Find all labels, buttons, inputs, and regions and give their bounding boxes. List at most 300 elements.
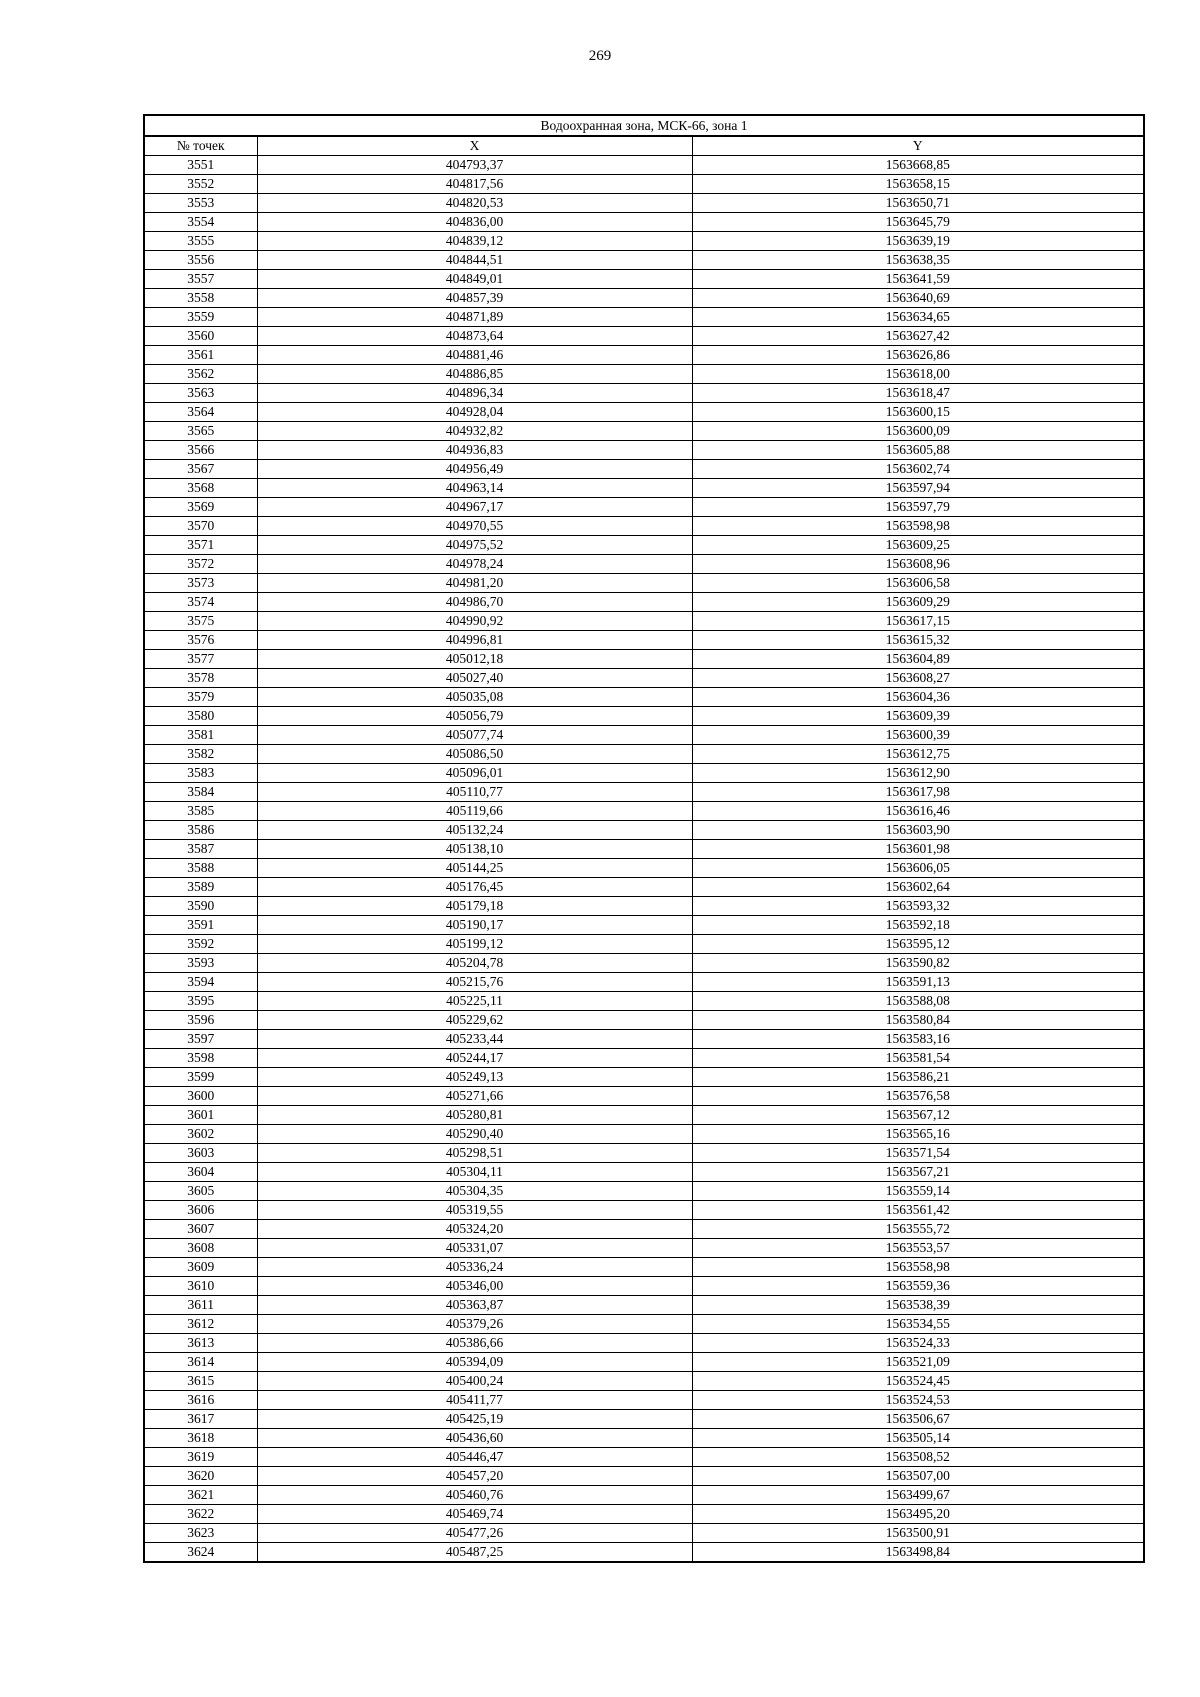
table-row	[144, 745, 1144, 764]
table-row	[144, 555, 1144, 574]
y-coordinate-cell: 1563500,91	[692, 1524, 1144, 1543]
table-row	[144, 1410, 1144, 1429]
x-coordinate-cell: 405298,51	[257, 1144, 692, 1163]
point-number-cell: 3581	[144, 726, 257, 745]
point-number-cell: 3604	[144, 1163, 257, 1182]
x-coordinate-cell: 404839,12	[257, 232, 692, 251]
y-coordinate-cell: 1563638,35	[692, 251, 1144, 270]
y-coordinate-cell: 1563595,12	[692, 935, 1144, 954]
y-coordinate-cell: 1563553,57	[692, 1239, 1144, 1258]
point-number-cell: 3561	[144, 346, 257, 365]
point-number-cell: 3592	[144, 935, 257, 954]
y-coordinate-cell: 1563586,21	[692, 1068, 1144, 1087]
y-coordinate-cell: 1563604,89	[692, 650, 1144, 669]
y-coordinate-cell: 1563617,98	[692, 783, 1144, 802]
table-row	[144, 213, 1144, 232]
table-row	[144, 422, 1144, 441]
y-coordinate-cell: 1563567,12	[692, 1106, 1144, 1125]
x-coordinate-cell: 404836,00	[257, 213, 692, 232]
y-coordinate-cell: 1563618,00	[692, 365, 1144, 384]
x-coordinate-cell: 404844,51	[257, 251, 692, 270]
table-row	[144, 1030, 1144, 1049]
x-coordinate-cell: 404817,56	[257, 175, 692, 194]
x-coordinate-cell: 405394,09	[257, 1353, 692, 1372]
y-coordinate-cell: 1563609,25	[692, 536, 1144, 555]
point-number-cell: 3568	[144, 479, 257, 498]
table-row	[144, 308, 1144, 327]
table-title: Водоохранная зона, МСК-66, зона 1	[144, 115, 1144, 136]
x-coordinate-cell: 405379,26	[257, 1315, 692, 1334]
point-number-cell: 3619	[144, 1448, 257, 1467]
point-number-cell: 3589	[144, 878, 257, 897]
x-coordinate-cell: 405144,25	[257, 859, 692, 878]
x-coordinate-cell: 405363,87	[257, 1296, 692, 1315]
x-coordinate-cell: 404996,81	[257, 631, 692, 650]
point-number-cell: 3560	[144, 327, 257, 346]
point-number-cell: 3598	[144, 1049, 257, 1068]
point-number-cell: 3562	[144, 365, 257, 384]
table-row	[144, 1068, 1144, 1087]
table-row	[144, 327, 1144, 346]
y-coordinate-cell: 1563600,15	[692, 403, 1144, 422]
x-coordinate-cell: 405487,25	[257, 1543, 692, 1563]
point-number-cell: 3618	[144, 1429, 257, 1448]
y-coordinate-cell: 1563499,67	[692, 1486, 1144, 1505]
x-coordinate-cell: 404936,83	[257, 441, 692, 460]
table-row	[144, 897, 1144, 916]
table-row	[144, 954, 1144, 973]
table-row	[144, 859, 1144, 878]
table-row	[144, 460, 1144, 479]
table-row	[144, 764, 1144, 783]
x-coordinate-cell: 405457,20	[257, 1467, 692, 1486]
y-coordinate-cell: 1563618,47	[692, 384, 1144, 403]
table-row	[144, 1182, 1144, 1201]
x-coordinate-cell: 405176,45	[257, 878, 692, 897]
table-row	[144, 1163, 1144, 1182]
point-number-cell: 3616	[144, 1391, 257, 1410]
x-coordinate-cell: 405304,35	[257, 1182, 692, 1201]
point-number-cell: 3624	[144, 1543, 257, 1563]
point-number-cell: 3556	[144, 251, 257, 270]
x-coordinate-cell: 405319,55	[257, 1201, 692, 1220]
table-row	[144, 346, 1144, 365]
x-coordinate-cell: 404928,04	[257, 403, 692, 422]
table-row	[144, 498, 1144, 517]
y-coordinate-cell: 1563592,18	[692, 916, 1144, 935]
x-coordinate-cell: 405199,12	[257, 935, 692, 954]
point-number-cell: 3563	[144, 384, 257, 403]
point-number-cell: 3608	[144, 1239, 257, 1258]
point-number-cell: 3586	[144, 821, 257, 840]
y-coordinate-cell: 1563626,86	[692, 346, 1144, 365]
table-row	[144, 1049, 1144, 1068]
point-number-cell: 3571	[144, 536, 257, 555]
x-coordinate-cell: 404896,34	[257, 384, 692, 403]
point-number-cell: 3580	[144, 707, 257, 726]
table-row	[144, 1144, 1144, 1163]
y-coordinate-cell: 1563627,42	[692, 327, 1144, 346]
x-coordinate-cell: 405215,76	[257, 973, 692, 992]
x-coordinate-cell: 405324,20	[257, 1220, 692, 1239]
y-coordinate-cell: 1563571,54	[692, 1144, 1144, 1163]
x-coordinate-cell: 404886,85	[257, 365, 692, 384]
table-row	[144, 384, 1144, 403]
y-coordinate-cell: 1563617,15	[692, 612, 1144, 631]
table-row	[144, 1467, 1144, 1486]
table-row	[144, 878, 1144, 897]
point-number-cell: 3603	[144, 1144, 257, 1163]
x-coordinate-cell: 405436,60	[257, 1429, 692, 1448]
table-row	[144, 175, 1144, 194]
y-coordinate-cell: 1563590,82	[692, 954, 1144, 973]
x-coordinate-cell: 405290,40	[257, 1125, 692, 1144]
x-coordinate-cell: 405411,77	[257, 1391, 692, 1410]
x-coordinate-cell: 404970,55	[257, 517, 692, 536]
x-coordinate-cell: 405138,10	[257, 840, 692, 859]
y-coordinate-cell: 1563558,98	[692, 1258, 1144, 1277]
y-coordinate-cell: 1563602,64	[692, 878, 1144, 897]
y-coordinate-cell: 1563508,52	[692, 1448, 1144, 1467]
x-coordinate-cell: 405179,18	[257, 897, 692, 916]
point-number-cell: 3551	[144, 156, 257, 175]
y-coordinate-cell: 1563640,69	[692, 289, 1144, 308]
column-header-x: X	[257, 136, 692, 156]
y-coordinate-cell: 1563597,79	[692, 498, 1144, 517]
y-coordinate-cell: 1563645,79	[692, 213, 1144, 232]
point-number-cell: 3575	[144, 612, 257, 631]
table-row	[144, 1106, 1144, 1125]
y-coordinate-cell: 1563495,20	[692, 1505, 1144, 1524]
table-body	[144, 156, 1144, 1563]
y-coordinate-cell: 1563606,05	[692, 859, 1144, 878]
table-row	[144, 574, 1144, 593]
x-coordinate-cell: 405077,74	[257, 726, 692, 745]
x-coordinate-cell: 405425,19	[257, 1410, 692, 1429]
x-coordinate-cell: 404871,89	[257, 308, 692, 327]
point-number-cell: 3565	[144, 422, 257, 441]
point-number-cell: 3613	[144, 1334, 257, 1353]
point-number-cell: 3558	[144, 289, 257, 308]
x-coordinate-cell: 404963,14	[257, 479, 692, 498]
y-coordinate-cell: 1563639,19	[692, 232, 1144, 251]
y-coordinate-cell: 1563538,39	[692, 1296, 1144, 1315]
x-coordinate-cell: 405304,11	[257, 1163, 692, 1182]
x-coordinate-cell: 405012,18	[257, 650, 692, 669]
y-coordinate-cell: 1563603,90	[692, 821, 1144, 840]
table-row	[144, 270, 1144, 289]
x-coordinate-cell: 405225,11	[257, 992, 692, 1011]
point-number-cell: 3554	[144, 213, 257, 232]
y-coordinate-cell: 1563608,27	[692, 669, 1144, 688]
point-number-cell: 3584	[144, 783, 257, 802]
x-coordinate-cell: 405386,66	[257, 1334, 692, 1353]
point-number-cell: 3572	[144, 555, 257, 574]
y-coordinate-cell: 1563524,45	[692, 1372, 1144, 1391]
y-coordinate-cell: 1563608,96	[692, 555, 1144, 574]
point-number-cell: 3596	[144, 1011, 257, 1030]
y-coordinate-cell: 1563507,00	[692, 1467, 1144, 1486]
x-coordinate-cell: 404978,24	[257, 555, 692, 574]
y-coordinate-cell: 1563634,65	[692, 308, 1144, 327]
table-row	[144, 802, 1144, 821]
table-row	[144, 1429, 1144, 1448]
y-coordinate-cell: 1563616,46	[692, 802, 1144, 821]
table-row	[144, 593, 1144, 612]
y-coordinate-cell: 1563576,58	[692, 1087, 1144, 1106]
table-row	[144, 935, 1144, 954]
point-number-cell: 3606	[144, 1201, 257, 1220]
y-coordinate-cell: 1563668,85	[692, 156, 1144, 175]
point-number-cell: 3599	[144, 1068, 257, 1087]
table-row	[144, 840, 1144, 859]
y-coordinate-cell: 1563600,39	[692, 726, 1144, 745]
point-number-cell: 3570	[144, 517, 257, 536]
point-number-cell: 3614	[144, 1353, 257, 1372]
table-row	[144, 1087, 1144, 1106]
y-coordinate-cell: 1563612,75	[692, 745, 1144, 764]
point-number-cell: 3564	[144, 403, 257, 422]
point-number-cell: 3578	[144, 669, 257, 688]
table-row	[144, 1391, 1144, 1410]
x-coordinate-cell: 405249,13	[257, 1068, 692, 1087]
point-number-cell: 3587	[144, 840, 257, 859]
y-coordinate-cell: 1563583,16	[692, 1030, 1144, 1049]
table-row	[144, 1486, 1144, 1505]
x-coordinate-cell: 404881,46	[257, 346, 692, 365]
x-coordinate-cell: 405086,50	[257, 745, 692, 764]
point-number-cell: 3621	[144, 1486, 257, 1505]
point-number-cell: 3576	[144, 631, 257, 650]
point-number-cell: 3600	[144, 1087, 257, 1106]
table-row	[144, 441, 1144, 460]
table-row	[144, 1011, 1144, 1030]
table-row	[144, 612, 1144, 631]
y-coordinate-cell: 1563534,55	[692, 1315, 1144, 1334]
y-coordinate-cell: 1563609,39	[692, 707, 1144, 726]
table-row	[144, 992, 1144, 1011]
x-coordinate-cell: 404990,92	[257, 612, 692, 631]
point-number-cell: 3602	[144, 1125, 257, 1144]
y-coordinate-cell: 1563597,94	[692, 479, 1144, 498]
x-coordinate-cell: 405096,01	[257, 764, 692, 783]
column-header-point-number: № точек	[144, 136, 257, 156]
point-number-cell: 3594	[144, 973, 257, 992]
x-coordinate-cell: 405280,81	[257, 1106, 692, 1125]
y-coordinate-cell: 1563498,84	[692, 1543, 1144, 1563]
table-row	[144, 232, 1144, 251]
x-coordinate-cell: 404793,37	[257, 156, 692, 175]
y-coordinate-cell: 1563605,88	[692, 441, 1144, 460]
table-row	[144, 669, 1144, 688]
x-coordinate-cell: 405331,07	[257, 1239, 692, 1258]
point-number-cell: 3595	[144, 992, 257, 1011]
x-coordinate-cell: 404956,49	[257, 460, 692, 479]
table-row	[144, 1277, 1144, 1296]
point-number-cell: 3577	[144, 650, 257, 669]
y-coordinate-cell: 1563581,54	[692, 1049, 1144, 1068]
table-row	[144, 726, 1144, 745]
point-number-cell: 3553	[144, 194, 257, 213]
y-coordinate-cell: 1563524,53	[692, 1391, 1144, 1410]
table-row	[144, 821, 1144, 840]
point-number-cell: 3617	[144, 1410, 257, 1429]
table-row	[144, 1524, 1144, 1543]
table-row	[144, 156, 1144, 175]
table-row	[144, 916, 1144, 935]
point-number-cell: 3623	[144, 1524, 257, 1543]
table-row	[144, 479, 1144, 498]
point-number-cell: 3574	[144, 593, 257, 612]
table-row	[144, 1296, 1144, 1315]
x-coordinate-cell: 405190,17	[257, 916, 692, 935]
y-coordinate-cell: 1563580,84	[692, 1011, 1144, 1030]
y-coordinate-cell: 1563555,72	[692, 1220, 1144, 1239]
point-number-cell: 3620	[144, 1467, 257, 1486]
table-row	[144, 1505, 1144, 1524]
y-coordinate-cell: 1563615,32	[692, 631, 1144, 650]
table-row	[144, 1353, 1144, 1372]
point-number-cell: 3567	[144, 460, 257, 479]
y-coordinate-cell: 1563604,36	[692, 688, 1144, 707]
x-coordinate-cell: 405271,66	[257, 1087, 692, 1106]
table-row	[144, 289, 1144, 308]
table-row	[144, 650, 1144, 669]
point-number-cell: 3615	[144, 1372, 257, 1391]
point-number-cell: 3591	[144, 916, 257, 935]
table-row	[144, 251, 1144, 270]
y-coordinate-cell: 1563658,15	[692, 175, 1144, 194]
y-coordinate-cell: 1563559,14	[692, 1182, 1144, 1201]
y-coordinate-cell: 1563567,21	[692, 1163, 1144, 1182]
x-coordinate-cell: 404981,20	[257, 574, 692, 593]
x-coordinate-cell: 405056,79	[257, 707, 692, 726]
x-coordinate-cell: 405119,66	[257, 802, 692, 821]
table-row	[144, 973, 1144, 992]
y-coordinate-cell: 1563593,32	[692, 897, 1144, 916]
point-number-cell: 3569	[144, 498, 257, 517]
y-coordinate-cell: 1563601,98	[692, 840, 1144, 859]
y-coordinate-cell: 1563609,29	[692, 593, 1144, 612]
x-coordinate-cell: 405346,00	[257, 1277, 692, 1296]
point-number-cell: 3579	[144, 688, 257, 707]
table-row	[144, 1448, 1144, 1467]
y-coordinate-cell: 1563524,33	[692, 1334, 1144, 1353]
x-coordinate-cell: 405035,08	[257, 688, 692, 707]
x-coordinate-cell: 404873,64	[257, 327, 692, 346]
x-coordinate-cell: 405110,77	[257, 783, 692, 802]
point-number-cell: 3611	[144, 1296, 257, 1315]
x-coordinate-cell: 405460,76	[257, 1486, 692, 1505]
x-coordinate-cell: 405027,40	[257, 669, 692, 688]
x-coordinate-cell: 405469,74	[257, 1505, 692, 1524]
table-row	[144, 1258, 1144, 1277]
table-row	[144, 688, 1144, 707]
point-number-cell: 3622	[144, 1505, 257, 1524]
point-number-cell: 3573	[144, 574, 257, 593]
table-row	[144, 1239, 1144, 1258]
x-coordinate-cell: 405336,24	[257, 1258, 692, 1277]
x-coordinate-cell: 404975,52	[257, 536, 692, 555]
x-coordinate-cell: 404857,39	[257, 289, 692, 308]
x-coordinate-cell: 405400,24	[257, 1372, 692, 1391]
table-row	[144, 517, 1144, 536]
point-number-cell: 3612	[144, 1315, 257, 1334]
point-number-cell: 3605	[144, 1182, 257, 1201]
table-row	[144, 1334, 1144, 1353]
y-coordinate-cell: 1563521,09	[692, 1353, 1144, 1372]
y-coordinate-cell: 1563506,67	[692, 1410, 1144, 1429]
point-number-cell: 3607	[144, 1220, 257, 1239]
y-coordinate-cell: 1563641,59	[692, 270, 1144, 289]
y-coordinate-cell: 1563600,09	[692, 422, 1144, 441]
x-coordinate-cell: 405233,44	[257, 1030, 692, 1049]
point-number-cell: 3552	[144, 175, 257, 194]
y-coordinate-cell: 1563591,13	[692, 973, 1144, 992]
table-row	[144, 1315, 1144, 1334]
point-number-cell: 3566	[144, 441, 257, 460]
point-number-cell: 3610	[144, 1277, 257, 1296]
page-number: 269	[588, 48, 612, 64]
y-coordinate-cell: 1563602,74	[692, 460, 1144, 479]
x-coordinate-cell: 404932,82	[257, 422, 692, 441]
x-coordinate-cell: 405204,78	[257, 954, 692, 973]
y-coordinate-cell: 1563612,90	[692, 764, 1144, 783]
table-row	[144, 631, 1144, 650]
y-coordinate-cell: 1563565,16	[692, 1125, 1144, 1144]
x-coordinate-cell: 405132,24	[257, 821, 692, 840]
x-coordinate-cell: 404967,17	[257, 498, 692, 517]
y-coordinate-cell: 1563561,42	[692, 1201, 1144, 1220]
y-coordinate-cell: 1563606,58	[692, 574, 1144, 593]
table-row	[144, 1372, 1144, 1391]
y-coordinate-cell: 1563588,08	[692, 992, 1144, 1011]
table-row	[144, 1543, 1144, 1563]
coordinates-table	[143, 114, 1145, 1563]
x-coordinate-cell: 404986,70	[257, 593, 692, 612]
table-row	[144, 1125, 1144, 1144]
point-number-cell: 3601	[144, 1106, 257, 1125]
point-number-cell: 3555	[144, 232, 257, 251]
column-header-y: Y	[692, 136, 1144, 156]
point-number-cell: 3597	[144, 1030, 257, 1049]
x-coordinate-cell: 405477,26	[257, 1524, 692, 1543]
point-number-cell: 3590	[144, 897, 257, 916]
table-row	[144, 365, 1144, 384]
y-coordinate-cell: 1563559,36	[692, 1277, 1144, 1296]
table-row	[144, 403, 1144, 422]
y-coordinate-cell: 1563650,71	[692, 194, 1144, 213]
y-coordinate-cell: 1563505,14	[692, 1429, 1144, 1448]
table-row	[144, 707, 1144, 726]
point-number-cell: 3593	[144, 954, 257, 973]
point-number-cell: 3582	[144, 745, 257, 764]
point-number-cell: 3559	[144, 308, 257, 327]
x-coordinate-cell: 405244,17	[257, 1049, 692, 1068]
point-number-cell: 3585	[144, 802, 257, 821]
table-row	[144, 194, 1144, 213]
table-row	[144, 1220, 1144, 1239]
point-number-cell: 3557	[144, 270, 257, 289]
y-coordinate-cell: 1563598,98	[692, 517, 1144, 536]
point-number-cell: 3609	[144, 1258, 257, 1277]
x-coordinate-cell: 405229,62	[257, 1011, 692, 1030]
table-row	[144, 1201, 1144, 1220]
x-coordinate-cell: 405446,47	[257, 1448, 692, 1467]
table-row	[144, 536, 1144, 555]
table-row	[144, 783, 1144, 802]
point-number-cell: 3583	[144, 764, 257, 783]
